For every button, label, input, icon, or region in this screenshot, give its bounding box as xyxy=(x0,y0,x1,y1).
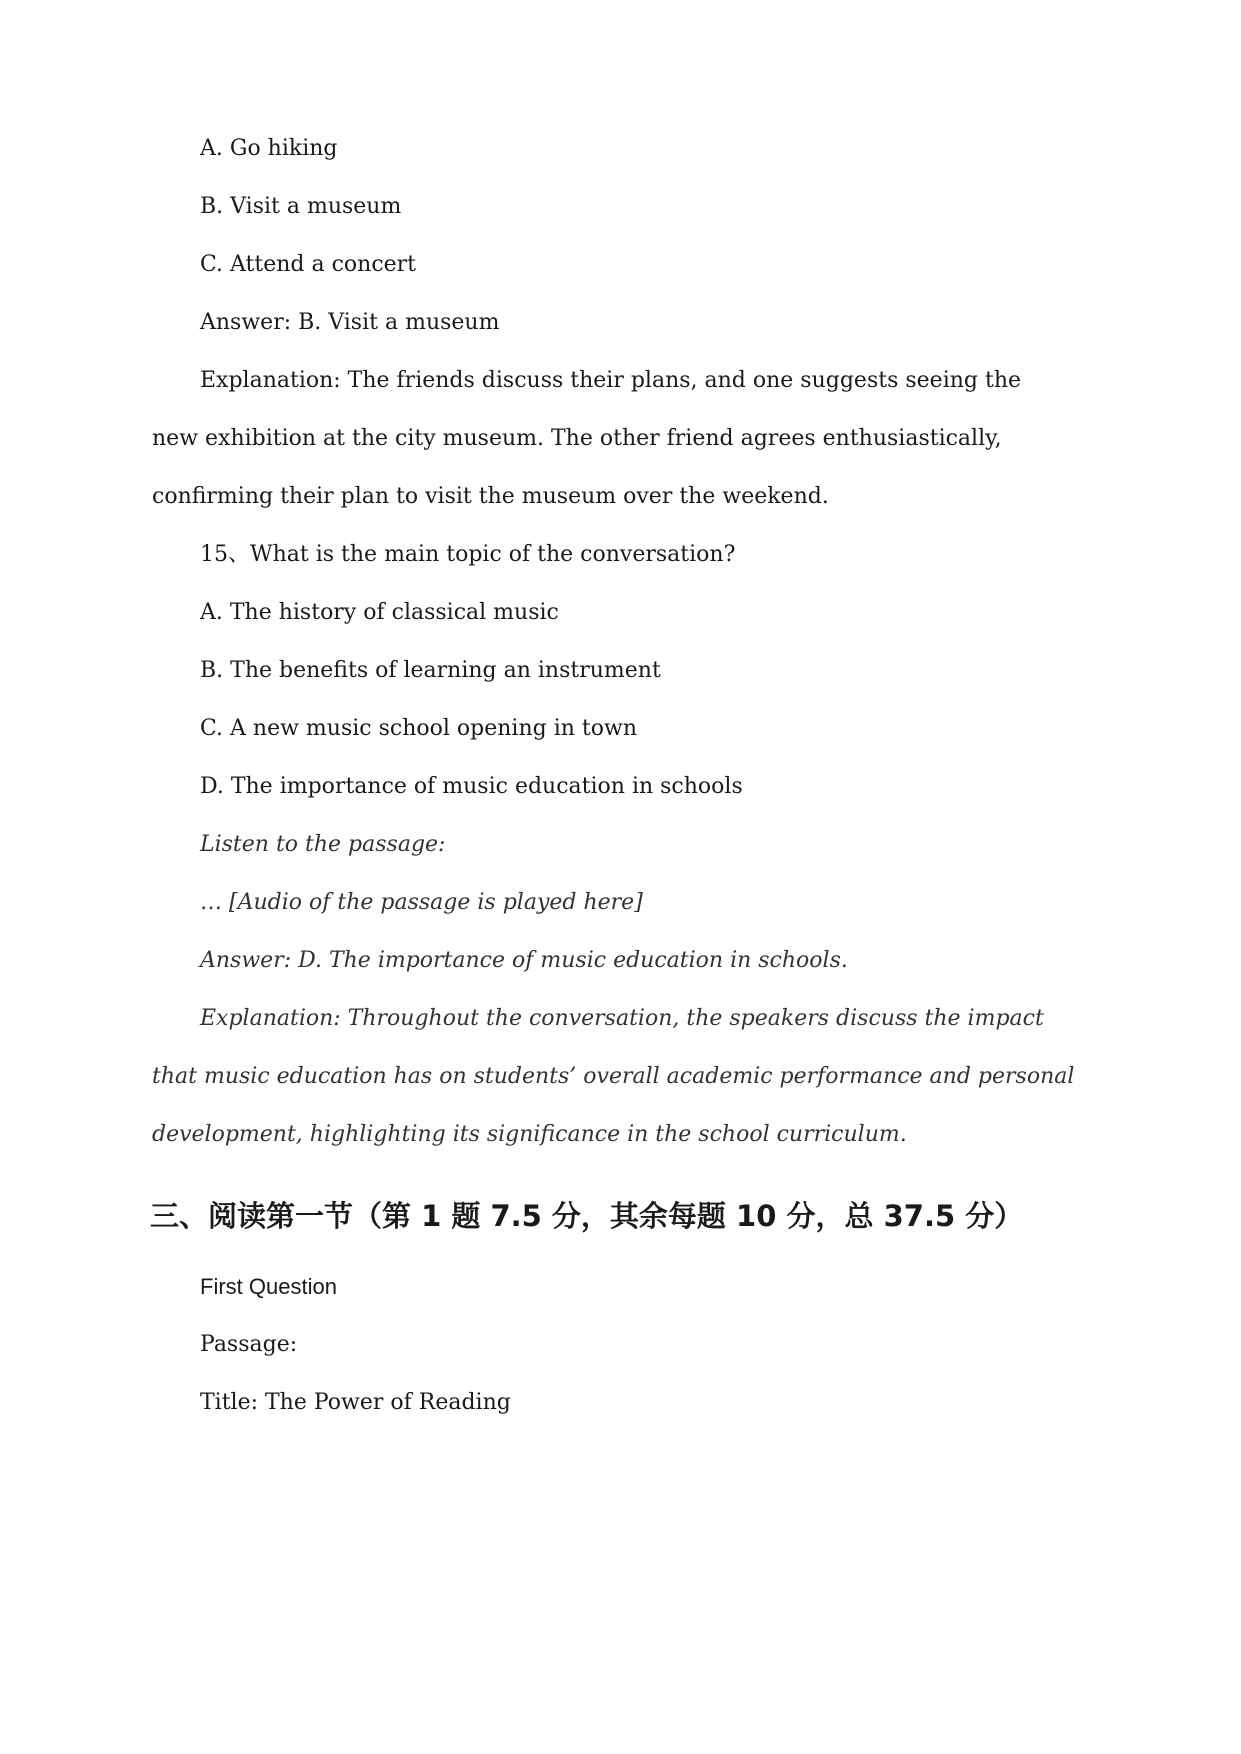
q14-option-b: B. Visit a museum xyxy=(200,194,402,219)
passage-label: Passage: xyxy=(200,1332,298,1357)
q15-option-a: A. The history of classical music xyxy=(200,600,559,625)
q14-explanation-line-2: new exhibition at the city museum. The other friend agrees enthusiastically, xyxy=(152,426,1002,451)
first-question-label: First Question xyxy=(200,1274,337,1299)
q14-explanation-line-1: Explanation: The friends discuss their plans, and one suggests seeing the xyxy=(200,368,1022,393)
section-heading: 三、阅读第一节（第 1 题 7.5 分，其余每题 10 分，总 37.5 分） xyxy=(150,1199,1024,1233)
q15-audio-note: … [Audio of the passage is played here] xyxy=(200,890,643,915)
q15-explanation-line-3: development, highlighting its significance in the school curriculum. xyxy=(152,1122,907,1147)
q14-answer: Answer: B. Visit a museum xyxy=(200,310,500,335)
q14-option-c: C. Attend a concert xyxy=(200,252,417,277)
passage-title: Title: The Power of Reading xyxy=(200,1390,511,1415)
q14-explanation-line-3: confirming their plan to visit the museum over the weekend. xyxy=(152,484,829,509)
q15-option-d: D. The importance of music education in schools xyxy=(200,774,743,799)
q14-option-a: A. Go hiking xyxy=(200,136,338,161)
q15-explanation-line-1: Explanation: Throughout the conversation, the speakers discuss the impact xyxy=(200,1006,1044,1031)
q15-answer: Answer: D. The importance of music education in schools. xyxy=(200,948,848,973)
q15-option-b: B. The benefits of learning an instrument xyxy=(200,658,661,683)
q15-option-c: C. A new music school opening in town xyxy=(200,716,637,741)
q15-question: 15、What is the main topic of the conversation? xyxy=(200,542,736,567)
q15-explanation-line-2: that music education has on students’ overall academic performance and personal xyxy=(152,1064,1075,1089)
q15-listen-prompt: Listen to the passage: xyxy=(200,832,446,857)
